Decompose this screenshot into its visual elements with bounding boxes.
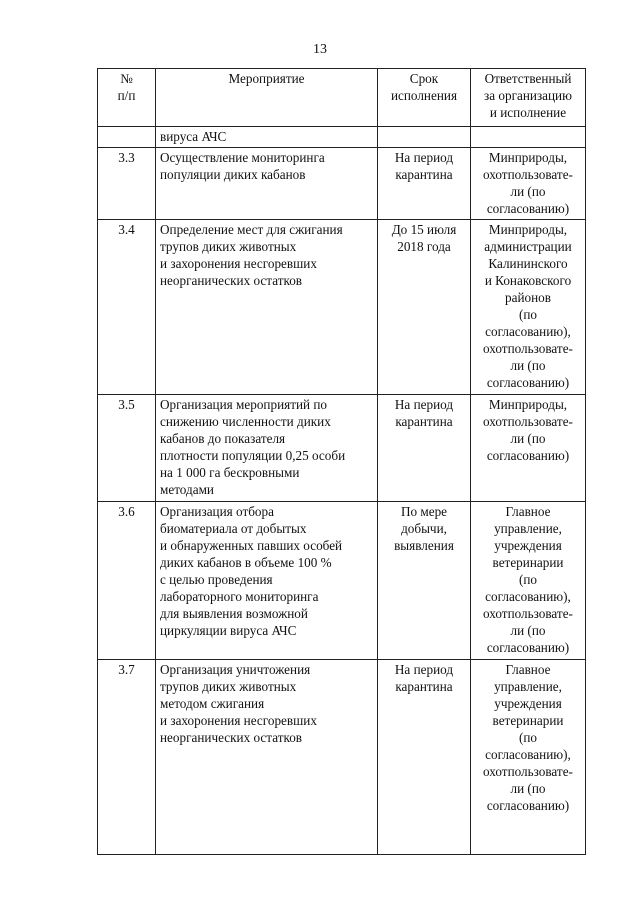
cell-line: кабанов до показателя — [160, 431, 286, 446]
cell-line: трупов диких животных — [160, 239, 297, 254]
cell-line: Ответственный — [484, 71, 572, 86]
continuation-term-cell — [378, 127, 471, 148]
cell-line: биоматериала от добытых — [160, 521, 307, 536]
table-row — [98, 502, 586, 660]
row-number-cell: 3.7 — [98, 660, 156, 855]
responsible-cell — [471, 395, 586, 502]
cell-line: (по — [518, 730, 538, 745]
cell-line: охотпользовате- — [483, 414, 573, 429]
cell-line: ветеринарии — [492, 713, 564, 728]
cell-line: До 15 июля — [391, 222, 457, 237]
activity-cell — [156, 502, 378, 660]
cell-line: согласованию) — [486, 448, 570, 463]
cell-line: Организация мероприятий по — [160, 397, 328, 412]
cell-line: Минприроды, — [488, 150, 568, 165]
row-number-cell: 3.5 — [98, 395, 156, 502]
cell-line: популяции диких кабанов — [160, 167, 306, 182]
term-cell — [378, 395, 471, 502]
header-term — [378, 69, 471, 127]
table-row — [98, 148, 586, 220]
cell-line: и захоронения несгоревших — [160, 713, 317, 728]
cell-line: трупов диких животных — [160, 679, 297, 694]
cell-line: диких кабанов в объеме 100 % — [160, 555, 332, 570]
cell-line: (по — [518, 572, 538, 587]
cell-line: ветеринарии — [492, 555, 564, 570]
table-row — [98, 395, 586, 502]
activity-cell — [156, 660, 378, 855]
cell-line: На период — [394, 397, 454, 412]
cell-line: согласованию), — [485, 324, 571, 339]
cell-line: Организация уничтожения — [160, 662, 311, 677]
continuation-row — [98, 127, 586, 148]
cell-line: Организация отбора — [160, 504, 274, 519]
cell-line: циркуляции вируса АЧС — [160, 623, 297, 638]
cell-line: карантина — [395, 167, 453, 182]
cell-line: охотпользовате- — [483, 606, 573, 621]
cell-line: неорганических остатков — [160, 273, 303, 288]
cell-line: По мере — [400, 504, 448, 519]
cell-line: ли (по — [510, 358, 546, 373]
cell-line: методами — [160, 482, 214, 497]
cell-line: плотности популяции 0,25 особи — [160, 448, 346, 463]
term-cell — [378, 148, 471, 220]
cell-line: охотпользовате- — [483, 341, 573, 356]
cell-line: вируса АЧС — [160, 129, 227, 144]
row-number-cell: 3.3 — [98, 148, 156, 220]
cell-line: согласованию), — [485, 589, 571, 604]
table-row — [98, 660, 586, 855]
cell-line: охотпользовате- — [483, 764, 573, 779]
cell-line: На период — [394, 150, 454, 165]
cell-line: Калининского — [488, 256, 568, 271]
cell-line: и обнаруженных павших особей — [160, 538, 343, 553]
cell-line: На период — [394, 662, 454, 677]
cell-line: Минприроды, — [488, 397, 568, 412]
cell-line: выявления — [394, 538, 454, 553]
row-number-cell: 3.4 — [98, 220, 156, 395]
cell-line: согласованию), — [485, 747, 571, 762]
cell-line: на 1 000 га бескровными — [160, 465, 300, 480]
continuation-responsible-cell — [471, 127, 586, 148]
cell-line: согласованию) — [486, 375, 570, 390]
cell-line: ли (по — [510, 184, 546, 199]
responsible-cell — [471, 660, 586, 855]
row-number-cell: 3.6 — [98, 502, 156, 660]
cell-line: учреждения — [494, 696, 562, 711]
cell-line: методом сжигания — [160, 696, 265, 711]
cell-line: согласованию) — [486, 640, 570, 655]
table-row — [98, 220, 586, 395]
responsible-cell — [471, 502, 586, 660]
measures-table — [97, 68, 586, 855]
cell-line: ли (по — [510, 431, 546, 446]
cell-line: районов — [505, 290, 551, 305]
cell-line: согласованию) — [486, 798, 570, 813]
cell-line: учреждения — [494, 538, 562, 553]
header-activity — [156, 69, 378, 127]
cell-line: неорганических остатков — [160, 730, 303, 745]
cell-line: и Конаковского — [484, 273, 572, 288]
cell-line: согласованию) — [486, 201, 570, 216]
responsible-cell — [471, 148, 586, 220]
table-header-row — [98, 69, 586, 127]
cell-line: карантина — [395, 414, 453, 429]
term-cell — [378, 220, 471, 395]
cell-line: карантина — [395, 679, 453, 694]
header-number — [98, 69, 156, 127]
cell-line: с целью проведения — [160, 572, 273, 587]
activity-cell — [156, 395, 378, 502]
cell-line: для выявления возможной — [160, 606, 308, 621]
cell-line: управление, — [494, 521, 562, 536]
cell-line: снижению численности диких — [160, 414, 331, 429]
cell-line: добычи, — [401, 521, 447, 536]
cell-line: Срок — [409, 71, 439, 86]
cell-line: охотпользовате- — [483, 167, 573, 182]
activity-cell — [156, 148, 378, 220]
cell-line: и захоронения несгоревших — [160, 256, 317, 271]
header-responsible — [471, 69, 586, 127]
cell-line: 2018 года — [397, 239, 451, 254]
cell-line: Главное — [505, 504, 551, 519]
cell-line: исполнения — [390, 88, 458, 103]
cell-line: управление, — [494, 679, 562, 694]
page-number: 13 — [313, 42, 327, 57]
cell-line: п/п — [117, 88, 136, 103]
continuation-number-cell — [98, 127, 156, 148]
cell-line: ли (по — [510, 781, 546, 796]
cell-line: Определение мест для сжигания — [160, 222, 343, 237]
cell-line: № — [120, 71, 133, 86]
activity-cell — [156, 220, 378, 395]
cell-line: администрации — [484, 239, 572, 254]
cell-line: Осуществление мониторинга — [160, 150, 325, 165]
cell-line: и исполнение — [489, 105, 567, 120]
term-cell — [378, 660, 471, 855]
cell-line: Главное — [505, 662, 551, 677]
cell-line: лабораторного мониторинга — [160, 589, 319, 604]
responsible-cell — [471, 220, 586, 395]
cell-line: Минприроды, — [488, 222, 568, 237]
cell-line: за организацию — [484, 88, 572, 103]
cell-line: Мероприятие — [228, 71, 305, 86]
continuation-activity-cell — [156, 127, 378, 148]
cell-line: ли (по — [510, 623, 546, 638]
term-cell — [378, 502, 471, 660]
cell-line: (по — [518, 307, 538, 322]
